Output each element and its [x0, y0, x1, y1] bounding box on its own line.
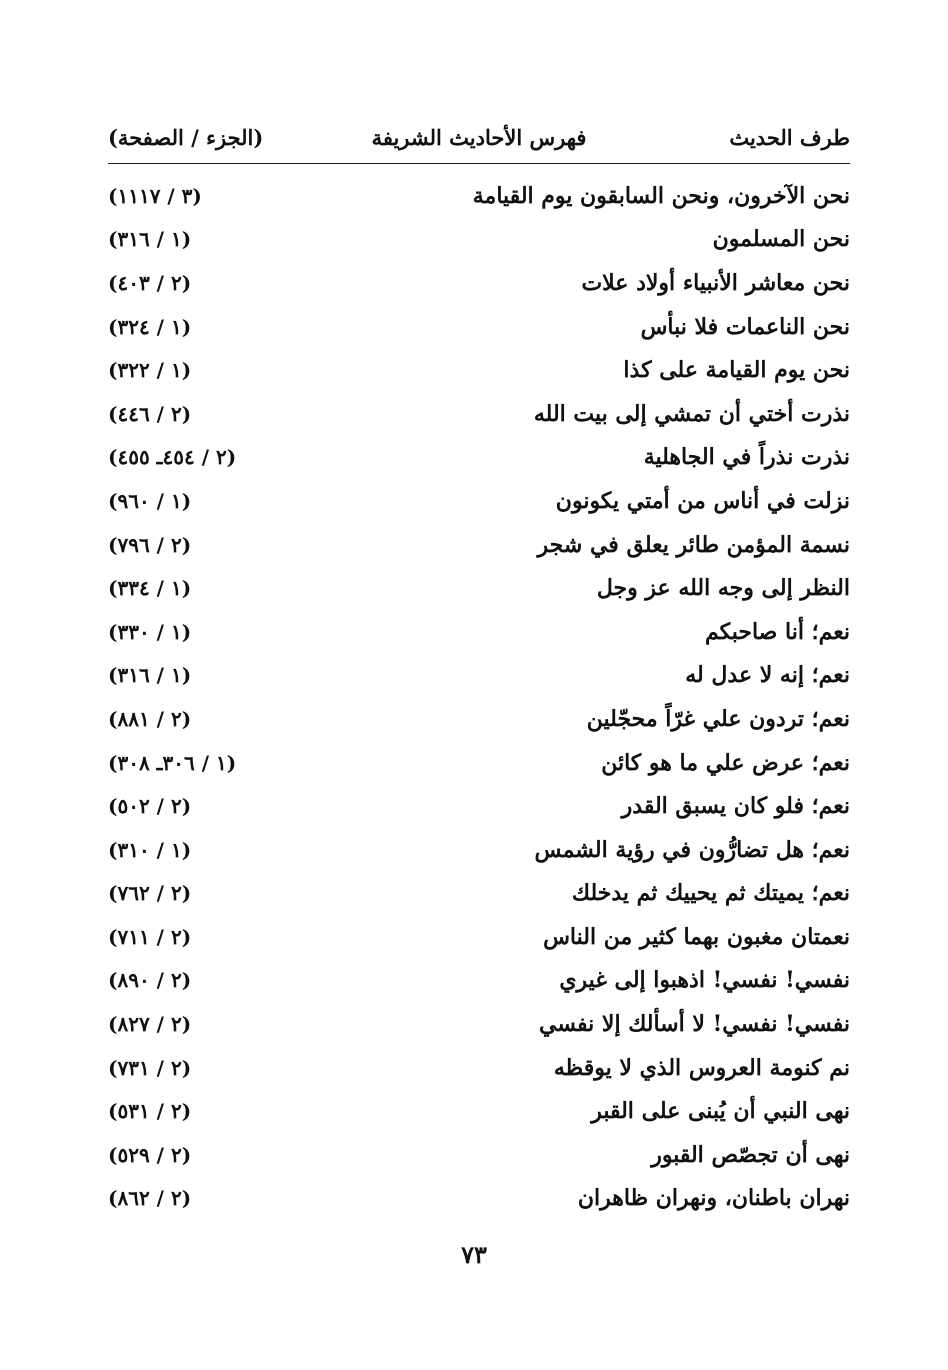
hadith-text: نهى أن تجصّص القبور	[651, 1141, 850, 1168]
volume-page-ref: (٢ / ٧١١)	[108, 924, 192, 949]
index-row	[108, 305, 850, 349]
volume-page-ref: (٢ / ٤٤٦)	[108, 401, 192, 426]
volume-page-ref: (١ / ٣٢٤)	[108, 314, 192, 339]
hadith-text: نعم؛ إنه لا عدل له	[685, 662, 850, 689]
hadith-text: نعم؛ فلو كان يسبق القدر	[621, 793, 850, 820]
volume-page-ref: (٢ / ٧٣١)	[108, 1055, 192, 1080]
volume-page-ref: (٢ / ٤٥٤ـ ٤٥٥)	[108, 445, 237, 470]
volume-page-ref: (١ / ٣٢٢)	[108, 358, 192, 383]
index-row	[108, 697, 850, 741]
volume-page-ref: (٢ / ٨٢٧)	[108, 1012, 192, 1037]
hadith-text: نعم؛ تردون علي غرّاً محجّلين	[586, 705, 850, 732]
hadith-text: نذرت أختي أن تمشي إلى بيت الله	[533, 400, 850, 427]
volume-page-ref: (١ / ٣٣٠)	[108, 619, 192, 644]
index-row	[108, 566, 850, 610]
index-row	[108, 1177, 850, 1221]
volume-page-ref: (١ / ٣١٦)	[108, 227, 192, 252]
column-header-ref: (الجزء / الصفحة)	[108, 124, 264, 150]
index-row	[108, 392, 850, 436]
hadith-text: النظر إلى وجه الله عز وجل	[596, 575, 850, 602]
volume-page-ref: (٢ / ٤٠٣)	[108, 270, 192, 295]
volume-page-ref: (٢ / ٨٨١)	[108, 706, 192, 731]
index-row	[108, 436, 850, 480]
column-header-hadith: طرف الحديث	[729, 124, 850, 150]
volume-page-ref: (١ / ٩٦٠)	[108, 488, 192, 513]
volume-page-ref: (٢ / ٨٩٠)	[108, 968, 192, 993]
hadith-text: نفسي! نفسي! اذهبوا إلى غيري	[559, 967, 850, 994]
hadith-text: نعمتان مغبون بهما كثير من الناس	[543, 923, 850, 950]
hadith-text: نهى النبي أن يُبنى على القبر	[591, 1098, 850, 1125]
hadith-text: نزلت في أناس من أمتي يكونون	[555, 487, 850, 514]
hadith-text: نفسي! نفسي! لا أسألك إلا نفسي	[539, 1011, 850, 1038]
index-row	[108, 1002, 850, 1046]
volume-page-ref: (٢ / ٥٠٢)	[108, 794, 192, 819]
hadith-index-list	[108, 174, 850, 1220]
hadith-text: نحن معاشر الأنبياء أولاد علات	[581, 269, 850, 296]
volume-page-ref: (١ / ٣١٦)	[108, 663, 192, 688]
hadith-text: نحن المسلمون	[712, 226, 850, 253]
index-row	[108, 915, 850, 959]
volume-page-ref: (٢ / ٧٩٦)	[108, 532, 192, 557]
index-row	[108, 1133, 850, 1177]
volume-page-ref: (١ / ٣٣٤)	[108, 576, 192, 601]
hadith-text: نعم؛ أنا صاحبكم	[704, 618, 850, 645]
hadith-text: نعم؛ هل تضارُّون في رؤية الشمس	[534, 836, 850, 863]
index-row	[108, 784, 850, 828]
index-row	[108, 261, 850, 305]
index-row	[108, 1046, 850, 1090]
hadith-text: نم كنومة العروس الذي لا يوقظه	[553, 1054, 850, 1081]
hadith-text: نحن يوم القيامة على كذا	[623, 357, 850, 384]
volume-page-ref: (٢ / ٥٣١)	[108, 1099, 192, 1124]
index-row	[108, 741, 850, 785]
hadith-text: نهران باطنان، ونهران ظاهران	[577, 1185, 850, 1212]
index-row	[108, 479, 850, 523]
index-row	[108, 174, 850, 218]
hadith-text: نسمة المؤمن طائر يعلق في شجر	[537, 531, 850, 558]
volume-page-ref: (٢ / ٨٦٢)	[108, 1186, 192, 1211]
hadith-text: نحن الناعمات فلا نبأس	[640, 313, 850, 340]
index-row	[108, 218, 850, 262]
hadith-text: نحن الآخرون، ونحن السابقون يوم القيامة	[472, 182, 850, 209]
index-row	[108, 610, 850, 654]
volume-page-ref: (١ / ٣١٠)	[108, 837, 192, 862]
volume-page-ref: (٢ / ٧٦٢)	[108, 881, 192, 906]
volume-page-ref: (٢ / ٥٢٩)	[108, 1142, 192, 1167]
page-header	[108, 115, 850, 159]
volume-page-ref: (٣ / ١١١٧)	[108, 183, 202, 208]
volume-page-ref: (١ / ٣٠٦ـ ٣٠٨)	[108, 750, 237, 775]
index-row	[108, 828, 850, 872]
index-row	[108, 348, 850, 392]
hadith-text: نعم؛ عرض علي ما هو كائن	[601, 749, 850, 776]
index-row	[108, 959, 850, 1003]
hadith-text: نذرت نذراً في الجاهلية	[643, 444, 850, 471]
index-row	[108, 523, 850, 567]
page-number: ٧٣	[461, 1240, 487, 1269]
index-row	[108, 654, 850, 698]
page-title: فهرس الأحاديث الشريفة	[371, 124, 587, 150]
index-row	[108, 872, 850, 916]
header-divider	[108, 163, 850, 164]
index-row	[108, 1089, 850, 1133]
hadith-text: نعم؛ يميتك ثم يحييك ثم يدخلك	[571, 880, 850, 907]
